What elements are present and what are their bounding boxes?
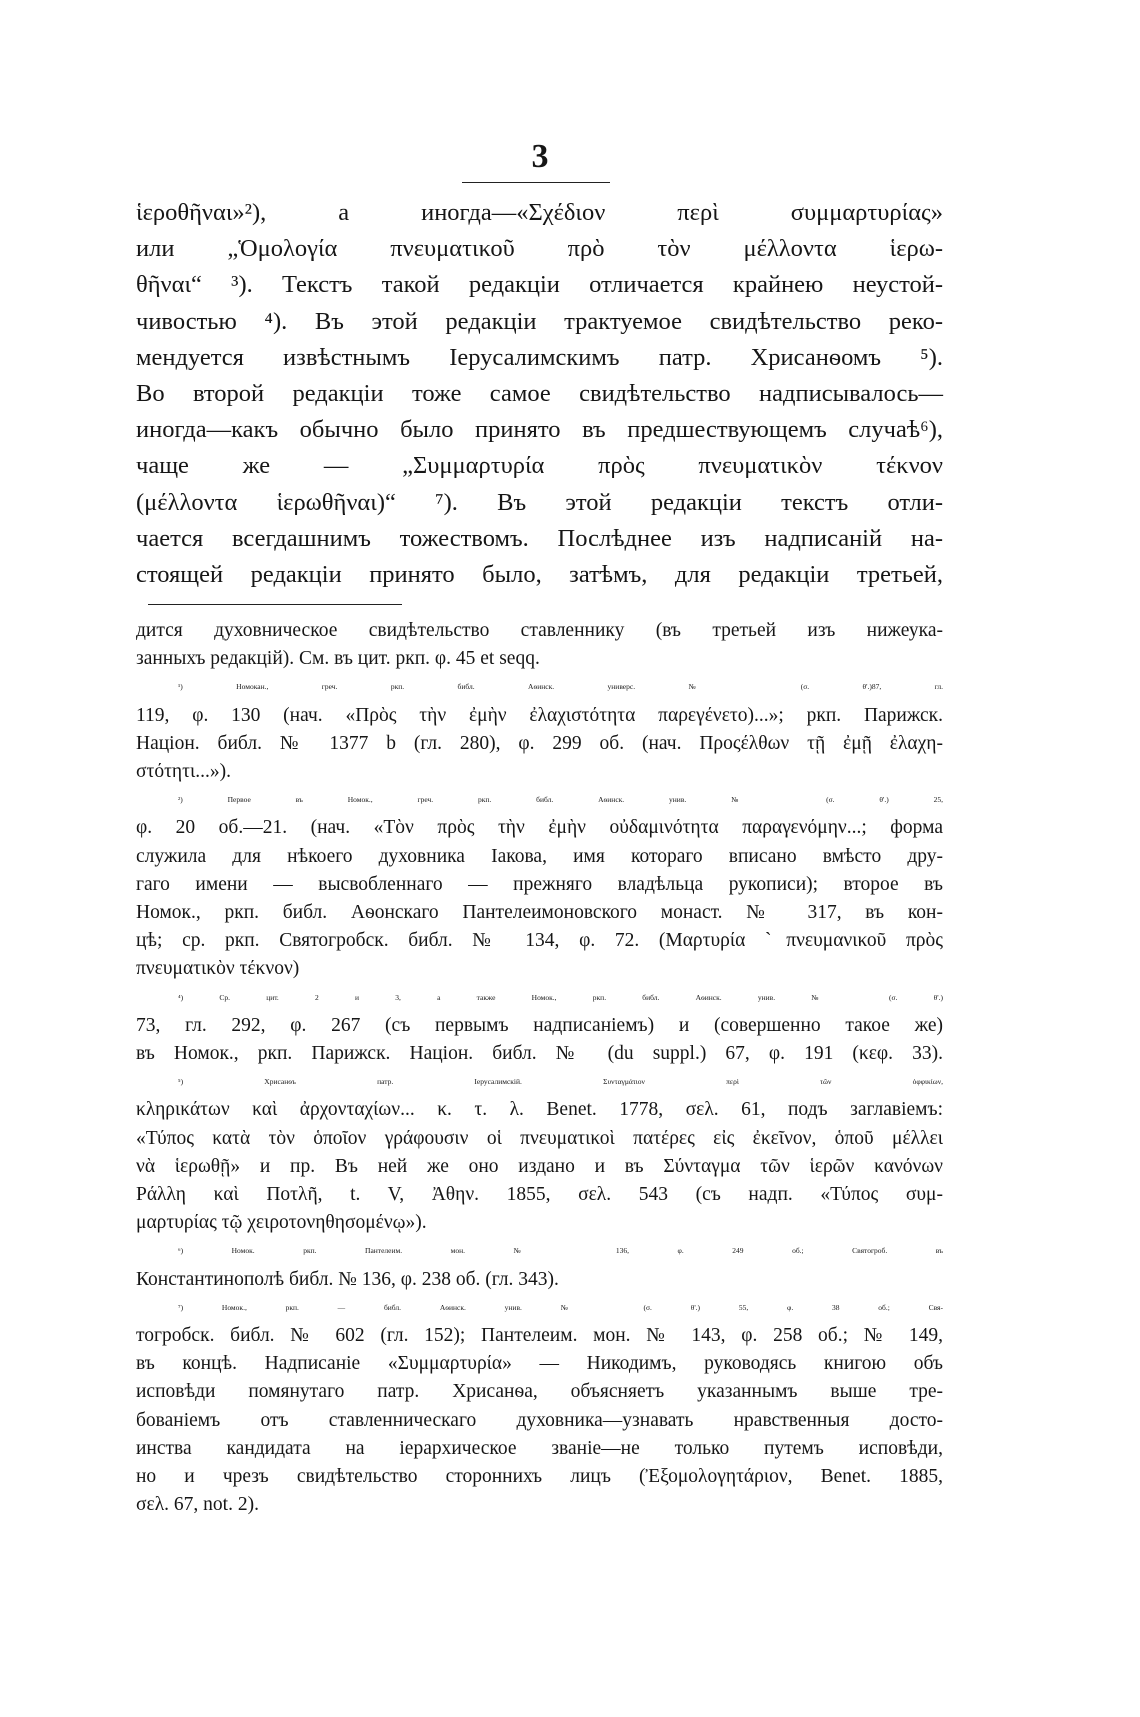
footnote-line: ⁵) Хрисанѳъ патр. Іерусалимскій. Συνταγμάτιον περὶ τῶν ὀφφικίων, bbox=[178, 1077, 943, 1087]
footnote-line: ²) Первое въ Номок., греч. ркп. библ. Аѳинск. унив. № (σ. θ'.) 25, bbox=[178, 795, 943, 805]
footnote-line: ⁷) Номок., ркп. — библ. Аѳинск. унив. № (σ. θ'.) 55, φ. 38 об.; Свя- bbox=[178, 1302, 943, 1312]
footnote-line: занныхъ редакцій). См. въ цит. ркп. φ. 45 et seqq. bbox=[136, 648, 540, 670]
footnote-line: 119, φ. 130 (нач. «Πρὸς τὴν ἐμὴν ἐλαχιστότητα παρεγένετο)...»; ркп. Парижск. bbox=[136, 704, 943, 726]
main-text bbox=[136, 195, 943, 593]
footnote-line: въ концѣ. Надписаніе «Συμμαρτυρία» — Никодимъ, руководясь книгою объ bbox=[136, 1353, 943, 1375]
footnote-line: κληρικάτων καὶ ἀρχονταχίων... κ. τ. λ. Benet. 1778, σελ. 61, подъ заглавіемъ: bbox=[136, 1099, 943, 1121]
header-rule bbox=[462, 182, 610, 183]
main-text-line: чивостью ⁴). Въ этой редакціи трактуемое свидѣтельство реко- bbox=[136, 307, 943, 335]
footnote-line: πνευματικὸν τέκνον) bbox=[136, 958, 300, 980]
footnote-line: ⁶) Номок. ркп. Пантелеим. мон. № 136, φ. 249 об.; Святогроб. въ bbox=[178, 1246, 943, 1256]
footnote-line: исповѣди помянутаго патр. Хрисанѳа, объясняетъ указаннымъ выше тре- bbox=[136, 1381, 943, 1403]
main-text-line: мендуется извѣстнымъ Іерусалимскимъ патр. Хрисанѳомъ ⁵). bbox=[136, 343, 943, 371]
footnote-line: σελ. 67, not. 2). bbox=[136, 1494, 259, 1516]
footnote-line: νὰ ἱερωθῇ» и пр. Въ ней же оно издано и въ Σύνταγμα τῶν ἱερῶν κανόνων bbox=[136, 1155, 943, 1177]
page-number: 3 bbox=[531, 138, 549, 175]
footnote-line: служила для нѣкоего духовника Іакова, имя котораго вписано вмѣсто дру- bbox=[136, 845, 943, 867]
main-text-line: (μέλλοντα ἱερωθῆναι)“ ⁷). Въ этой редакціи текстъ отли- bbox=[136, 488, 943, 516]
footnote-line: цѣ; ср. ркп. Святогробск. библ. № 134, φ. 72. (Μαρτυρία ˋπνευμανικοῦ πρὸς bbox=[136, 930, 943, 952]
main-text-line: чается всегдашнимъ тожествомъ. Послѣднее изъ надписаній на- bbox=[136, 524, 943, 552]
main-text-line: θῆναι“ ³). Текстъ такой редакціи отличается крайнею неустой- bbox=[136, 271, 943, 299]
footnote-line: «Τύπος κατὰ τὸν ὁποῖον γράφουσιν οἱ πνευματικοὶ πατέρες εἰς ἐκεῖνον, ὁποῦ μέλλει bbox=[136, 1127, 943, 1149]
main-text-line: ἱεροθῆναι»²), а иногда—«Σχέδιον περὶ συμμαρτυρίας» bbox=[136, 199, 943, 226]
main-text-line: или „Ὁμολογία πνευματικοῦ πρὸ τὸν μέλλοντα ἱερω- bbox=[136, 235, 943, 263]
footnote-line: Націон. библ. № 1377 b (гл. 280), φ. 299 об. (нач. Προςέλθων τῇ ἐμῇ ἐλαχη- bbox=[136, 732, 943, 754]
footnote-line: μαρτυρίας τῷ χειροτονηθησομένῳ»). bbox=[136, 1212, 427, 1234]
footnote-line: инства кандидата на іерархическое званіе—не только путемъ исповѣди, bbox=[136, 1437, 943, 1459]
footnote-line: Ράλλη καὶ Ποτλῆ, t. V, Ἀθην. 1855, σελ. 543 (съ надп. «Τύπος συμ- bbox=[136, 1184, 943, 1206]
footnote-line: гаго имени — высвобленнаго — прежняго владѣльца рукописи); второе въ bbox=[136, 873, 943, 895]
footnote-line: дится духовническое свидѣтельство ставленнику (въ третьей изъ нижеука- bbox=[136, 620, 943, 641]
footnote-line: φ. 20 об.—21. (нач. «Τὸν πρὸς τὴν ἐμὴν οὐδαμινότητα παραγενόμην...; форма bbox=[136, 817, 943, 839]
main-text-line: стоящей редакціи принято было, затѣмъ, для редакціи третьей, bbox=[136, 561, 943, 589]
main-text-line: иногда—какъ обычно было принято въ предшествующемъ случаѣ⁶), bbox=[136, 416, 943, 444]
main-text-line: чаще же — „Συμμαρτυρία πρὸς πνευματικὸν τέκνον bbox=[136, 452, 943, 480]
footnote-line: но и чрезъ свидѣтельство стороннихъ лицъ (Ἐξομολογητάριον, Benet. 1885, bbox=[136, 1466, 943, 1488]
footnote-separator bbox=[148, 604, 402, 605]
footnote-line: ¹) Номокан., греч. ркп. библ. Аѳинск. универс. № (σ. θ'.)87, гл. bbox=[178, 682, 943, 692]
footnote-line: 73, гл. 292, φ. 267 (съ первымъ надписаніемъ) и (совершенно такое же) bbox=[136, 1014, 943, 1036]
main-text-line: Во второй редакціи тоже самое свидѣтельство надписывалось— bbox=[136, 380, 943, 408]
footnote-line: Номок., ркп. библ. Аѳонскаго Пантелеимоновского монаст. № 317, въ кон- bbox=[136, 902, 943, 924]
footnote-line: тогробск. библ. № 602 (гл. 152); Пантелеим. мон. № 143, φ. 258 об.; № 149, bbox=[136, 1325, 943, 1347]
footnote-line: въ Номок., ркп. Парижск. Націон. библ. № (du suppl.) 67, φ. 191 (κεφ. 33). bbox=[136, 1043, 943, 1065]
footnotes bbox=[136, 617, 943, 1520]
footnote-line: Константинополѣ библ. № 136, φ. 238 об. (гл. 343). bbox=[136, 1268, 559, 1290]
footnote-line: ⁴) Ср. цит. 2 и 3, а также Номок., ркп. библ. Аѳинск. унив. № (σ. θ'.) bbox=[178, 992, 943, 1002]
footnote-line: бованіемъ отъ ставленническаго духовника—узнавать нравственныя досто- bbox=[136, 1409, 943, 1431]
footnote-line: στότητι...»). bbox=[136, 761, 231, 783]
